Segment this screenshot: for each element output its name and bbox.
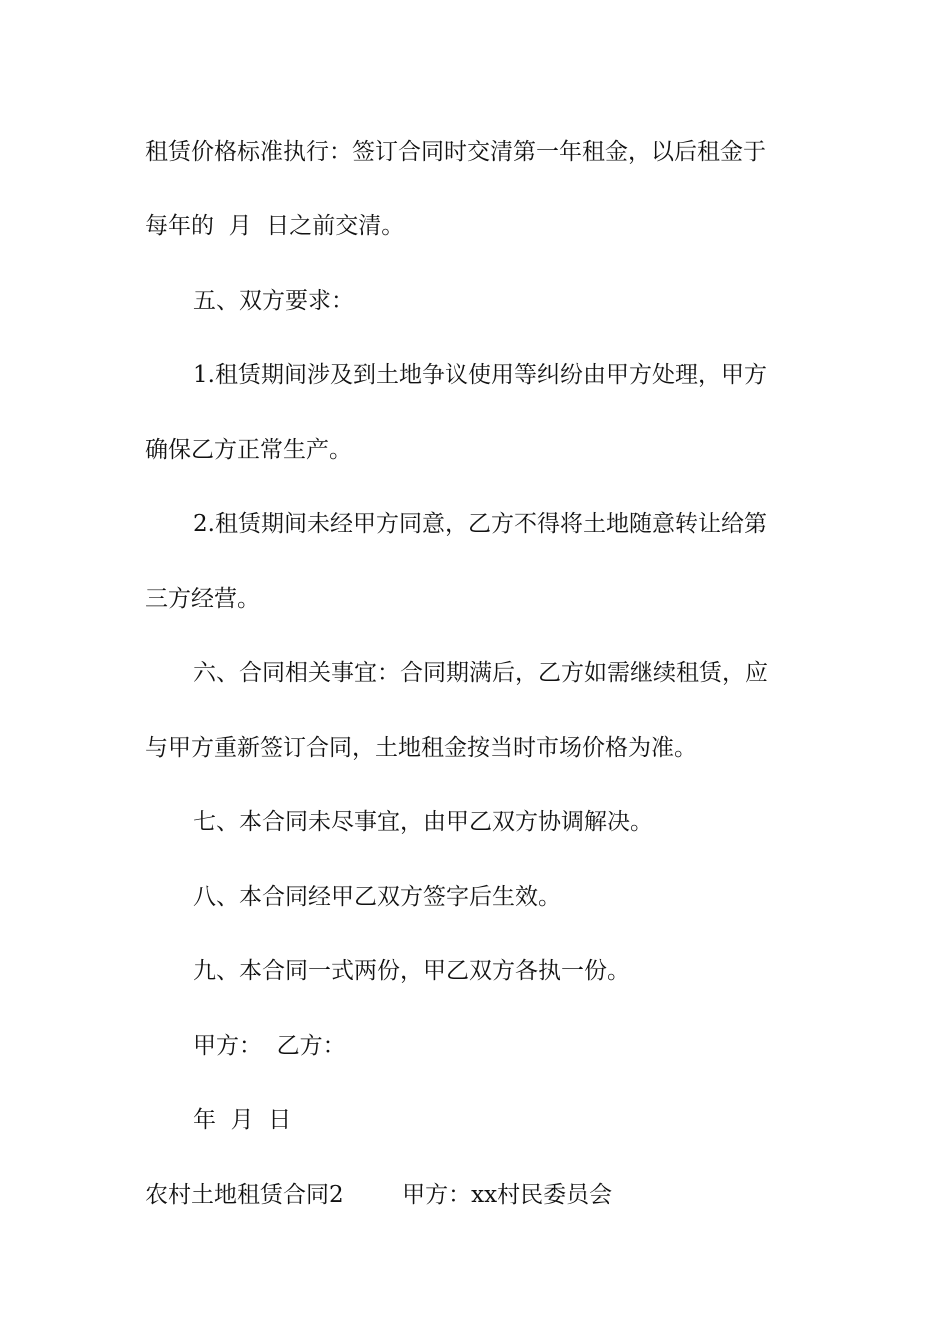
text-line-7: 三方经营。 xyxy=(145,586,260,612)
section-heading-9: 九、本合同一式两份，甲乙双方各执一份。 xyxy=(193,958,630,984)
text-line-2: 每年的 月 日之前交清。 xyxy=(145,213,405,239)
signature-date: 年 月 日 xyxy=(193,1107,292,1133)
section-heading-8: 八、本合同经甲乙双方签字后生效。 xyxy=(193,884,561,910)
text-line-6: 2.租赁期间未经甲方同意，乙方不得将土地随意转让给第 xyxy=(193,511,767,537)
next-contract-title: 农村土地租赁合同2 甲方：xx村民委员会 xyxy=(145,1182,613,1208)
text-line-5: 确保乙方正常生产。 xyxy=(145,437,352,463)
text-line-4: 1.租赁期间涉及到土地争议使用等纠纷由甲方处理，甲方 xyxy=(193,362,767,388)
section-heading-6: 六、合同相关事宜：合同期满后，乙方如需继续租赁，应 xyxy=(193,660,768,686)
section-heading-5: 五、双方要求： xyxy=(193,288,354,314)
text-line-1: 租赁价格标准执行：签订合同时交清第一年租金，以后租金于 xyxy=(145,139,766,165)
text-line-9: 与甲方重新签订合同，土地租金按当时市场价格为准。 xyxy=(145,735,697,761)
section-heading-7: 七、本合同未尽事宜，由甲乙双方协调解决。 xyxy=(193,809,653,835)
signature-parties: 甲方： 乙方： xyxy=(193,1033,346,1059)
